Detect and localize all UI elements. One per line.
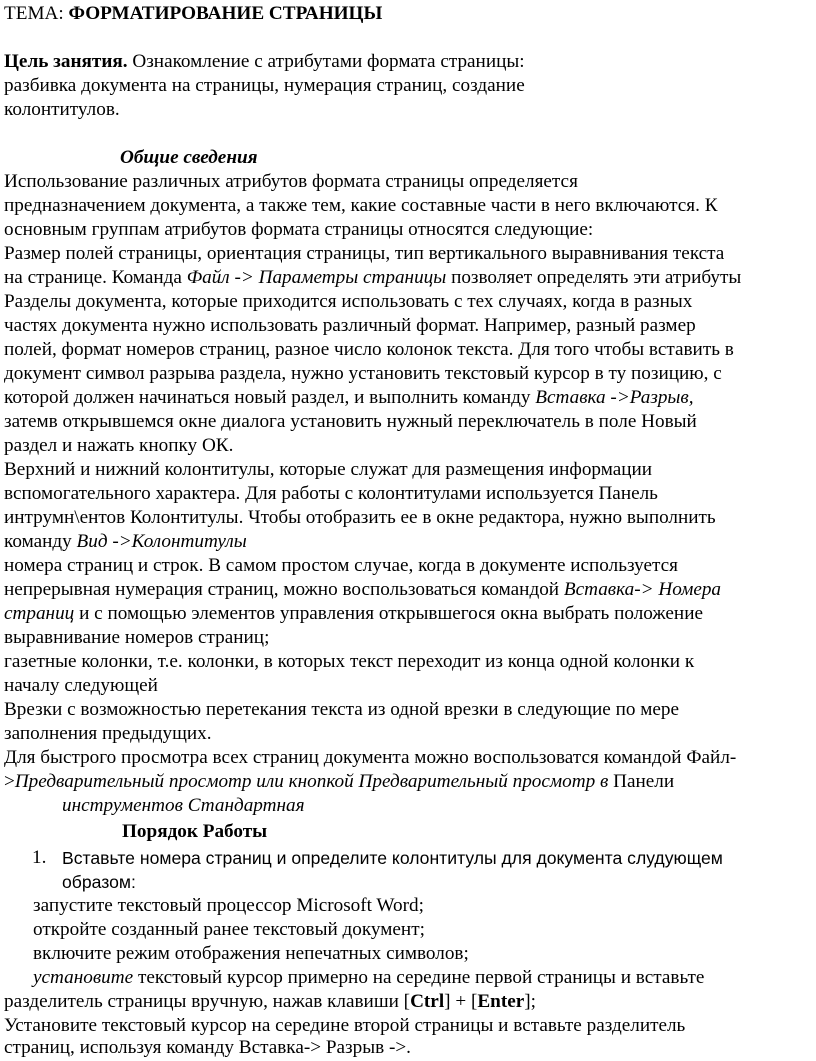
text-run: Панели	[608, 771, 675, 792]
general-line-16	[4, 530, 247, 554]
menu-command-page-numbers: Вставка-> Номера	[563, 579, 722, 600]
goal-text-1: Ознакомление с атрибутами формата страницы:	[127, 51, 525, 72]
general-line-10	[4, 386, 694, 410]
general-line-9: документ символ разрыва раздела, нужно установить текстовый курсор в ту позицию, с	[4, 363, 722, 384]
general-line-20: выравнивание номеров страниц;	[4, 627, 270, 648]
general-line-7: частях документа нужно использовать различный формат. Например, разный размер	[4, 315, 696, 336]
general-line-17: номера страниц и строк. В самом простом случае, когда в документе используется	[4, 555, 678, 576]
step-5-line-2: страниц, используя команду Вставка-> Разрыв ->.	[4, 1037, 411, 1058]
step-1: запустите текстовый процессор Microsoft Word;	[33, 895, 424, 916]
topic-line	[4, 2, 382, 26]
key-enter: Enter	[477, 991, 525, 1012]
general-line-3: основным группам атрибутов формата страницы относятся следующие:	[4, 219, 594, 240]
text-run: разделитель страницы вручную, нажав клавиши [	[4, 991, 411, 1012]
general-line-18	[4, 578, 721, 602]
general-line-22: началу следующей	[4, 675, 158, 696]
general-line-27: инструментов Стандартная	[62, 795, 305, 816]
general-line-4: Размер полей страницы, ориентация страницы, тип вертикального выравнивания текста	[4, 243, 725, 264]
step-2: откройте созданный ранее текстовый документ;	[33, 919, 425, 940]
text-run: команду	[4, 531, 77, 552]
text-run: ];	[524, 991, 536, 1012]
general-line-25: Для быстрого просмотра всех страниц документа можно воспользоватся командой Файл-	[4, 747, 737, 768]
key-ctrl: Ctrl	[410, 991, 445, 1012]
text-run: текстовый курсор примерно на середине первой страницы и вставьте	[133, 967, 705, 988]
general-line-24: заполнения предыдущих.	[4, 723, 212, 744]
topic-prefix: ТЕМА:	[4, 3, 69, 24]
goal-line-2: разбивка документа на страницы, нумерация страниц, создание	[4, 75, 525, 96]
general-line-2: предназначением документа, а также тем, какие составные части в него включаются. К	[4, 195, 718, 216]
general-line-11: затемв открывшемся окне диалога установить нужный переключатель в поле Новый	[4, 411, 697, 432]
goal-line-1	[4, 50, 525, 74]
text-run: непрерывная нумерация страниц, можно воспользоваться командой	[4, 579, 564, 600]
general-line-5	[4, 266, 741, 290]
general-line-23: Врезки с возможностью перетекания текста из одной врезки в следующие по мере	[4, 699, 680, 720]
general-line-14: вспомогательного характера. Для работы с колонтитулами используется Панель	[4, 483, 658, 504]
general-line-21: газетные колонки, т.е. колонки, в которых текст переходит из конца одной колонки к	[4, 651, 695, 672]
general-line-15: интрумн\ентов Колонтитулы. Чтобы отобразить ее в окне редактора, нужно выполнить	[4, 507, 716, 528]
text-run: на странице. Команда	[4, 267, 187, 288]
procedure-item-number: 1.	[32, 847, 47, 868]
step-4-line-2	[4, 990, 536, 1014]
text-run: позволяет определять эти атрибуты	[446, 267, 742, 288]
text-run: >	[4, 771, 15, 792]
general-line-13: Верхний и нижний колонтитулы, которые служат для размещения информации	[4, 459, 653, 480]
text-run: установите	[33, 967, 134, 988]
topic-title: ФОРМАТИРОВАНИЕ СТРАНИЦЫ	[68, 3, 383, 24]
general-line-26	[4, 770, 674, 794]
general-line-1: Использование различных атрибутов формата страницы определяется	[4, 171, 578, 192]
step-3: включите режим отображения непечатных символов;	[33, 943, 469, 964]
general-line-6: Разделы документа, которые приходится использовать с тех случаях, когда в разных	[4, 291, 693, 312]
text-run: ] + [	[444, 991, 478, 1012]
menu-command-print-preview: Предварительный просмотр или кнопкой Предварительный просмотр в	[14, 771, 609, 792]
general-line-12: раздел и нажать кнопку ОК.	[4, 435, 234, 456]
text-run: страниц	[4, 603, 75, 624]
menu-command-insert-break: Вставка ->Разрыв,	[535, 387, 694, 408]
general-line-19	[4, 602, 703, 626]
procedure-heading: Порядок Работы	[122, 821, 268, 842]
procedure-item-1-line-1: Вставьте номера страниц и определите колонтитулы для документа слудующем	[62, 848, 723, 868]
goal-label: Цель занятия.	[4, 51, 128, 72]
step-5-line-1: Установите текстовый курсор на середине второй страницы и вставьте разделитель	[4, 1015, 686, 1036]
general-heading: Общие сведения	[120, 147, 258, 168]
text-run: которой должен начинаться новый раздел, и выполнить команду	[4, 387, 536, 408]
goal-line-3: колонтитулов.	[4, 99, 120, 120]
text-run: и с помощью элементов управления открывшегося окна выбрать положение	[74, 603, 703, 624]
step-4-line-1	[33, 966, 704, 990]
menu-command-page-setup: Файл -> Параметры страницы	[186, 267, 447, 288]
general-line-8: полей, формат номеров страниц, разное число колонок текста. Для того чтобы вставить в	[4, 339, 734, 360]
menu-command-view-headers: Вид ->Колонтитулы	[76, 531, 247, 552]
procedure-item-1-line-2: образом:	[62, 872, 136, 892]
